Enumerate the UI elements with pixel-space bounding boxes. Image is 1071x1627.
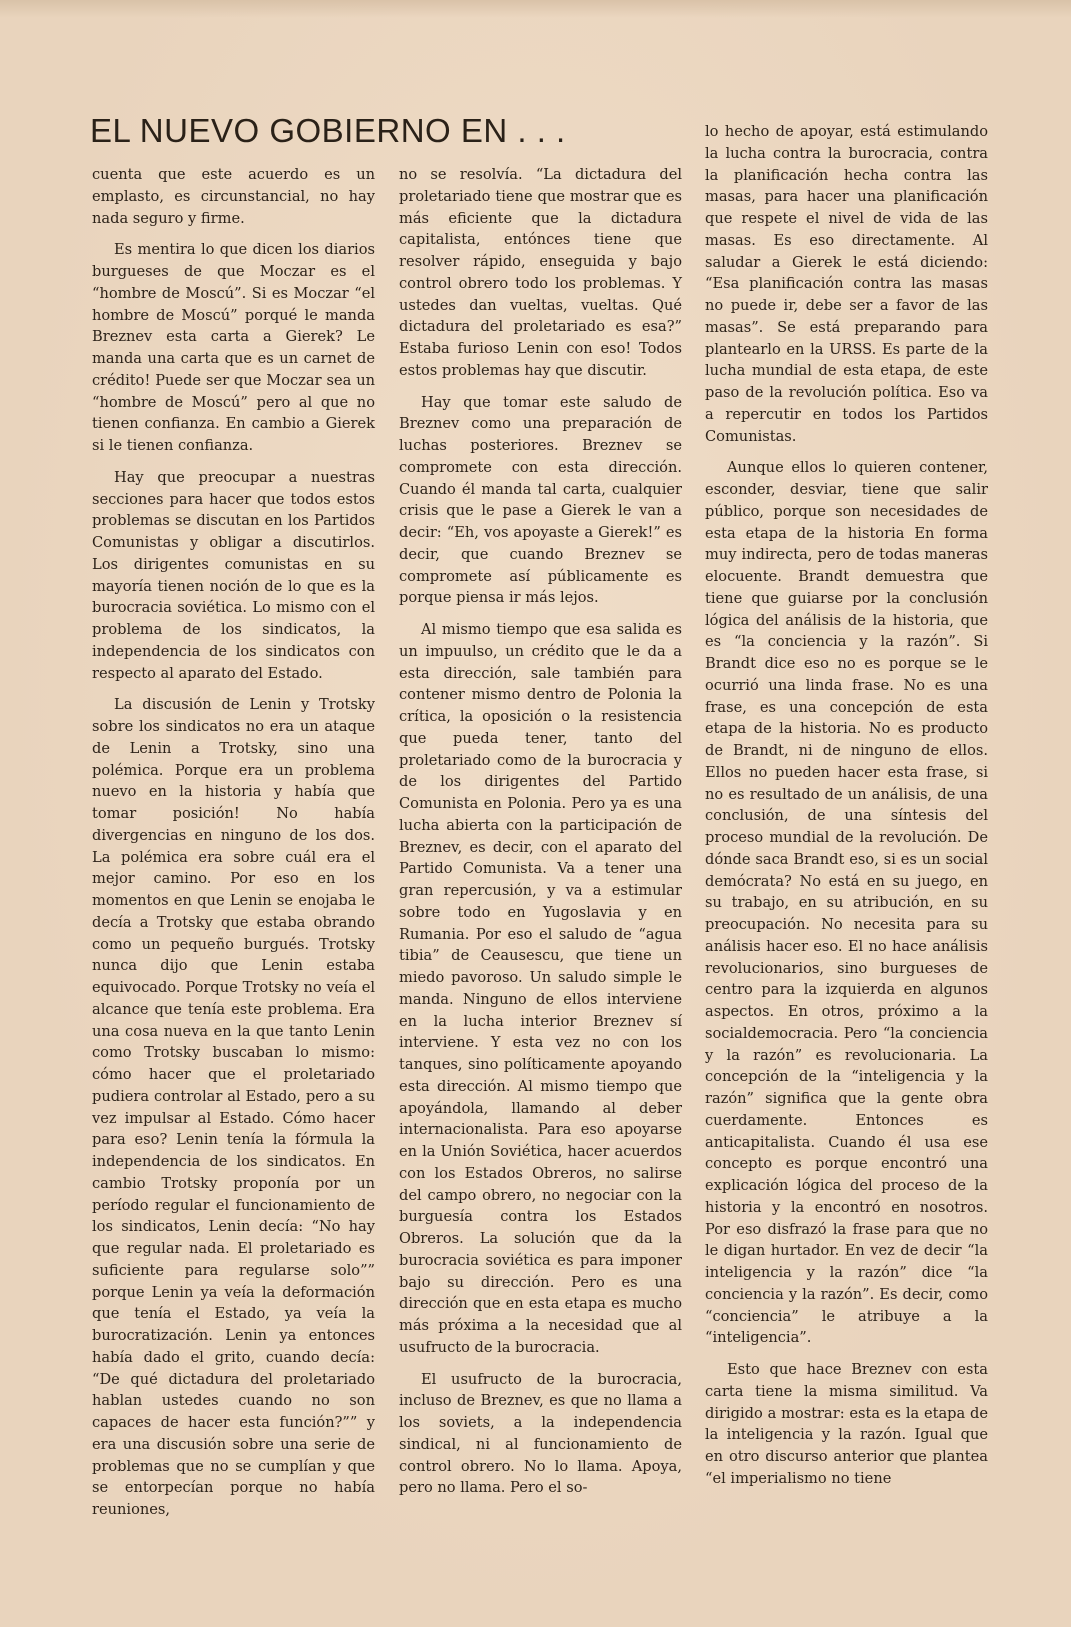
paragraph: Es mentira lo que dicen los diarios burgueses de que Moczar es el “hombre de Moscú”. Si es Moczar “el hombre de Moscú” porqué le manda Breznev esta carta a Gierek? Le manda una carta que es un carnet de crédito! Puede ser que Moczar sea un “hombre de Moscú” pero al que no tienen confianza. En cambio a Gierek si le tienen confianza.: [92, 241, 375, 454]
paragraph: La discusión de Lenin y Trotsky sobre los sindicatos no era un ataque de Lenin a Trotsky, sino una polémica. Porque era un problema nuevo en la historia y había que tomar posición! No había divergencias en ninguno de los dos. La polémica era sobre cuál era el mejor camino. Por eso en los momentos en que Lenin se enojaba le decía a Trotsky que estaba obrando como un pequeño burgués. Trotsky nunca dijo que Lenin estaba equivocado. Porque Trotsky no veía el alcance que tenía este problema. Era una cosa nueva en la que tanto Lenin como Trotsky buscaban lo mismo: cómo hacer que el proletariado pudiera controlar al Estado, pero a su vez impulsar al Estado. Cómo hacer para eso? Lenin tenía la fórmula la independencia de los sindicatos. En cambio Trotsky proponía por un período regular el funcionamiento de los sindicatos, Lenin decía: “No hay que regular nada. El proletariado es suficiente para regularse solo”” porque Lenin ya veía la deformación que tenía el Estado, ya veía la burocratización. Lenin ya entonces había dado el grito, cuando decía: “De qué dictadura del proletariado hablan ustedes cuando no son capaces de hacer esta función?”” y era una discusión sobre una serie de problemas que no se cumplían y que se entorpecían porque no había reuniones,: [92, 696, 375, 1518]
paragraph: Al mismo tiempo que esa salida es un impuulso, un crédito que le da a esta dirección, sale también para contener mismo dentro de Polonia la crítica, la oposición o la resistencia que pueda tener, tanto del proletariado como de la burocracia y de los dirigentes del Partido Comunista en Polonia. Pero ya es una lucha abierta con la participación de Breznev, es decir, con el aparato del Partido Comunista. Va a tener una gran repercusión, y va a estimular sobre todo en Yugoslavia y en Rumania. Por eso el saludo de “agua tibia” de Ceausescu, que tiene un miedo pavoroso. Un saludo simple le manda. Ninguno de ellos interviene en la lucha interior Breznev sí interviene. Y esta vez no con los tanques, sino políticamente apoyando esta dirección. Al mismo tiempo que apoyándola, llamando al deber internacionalista. Para eso apoyarse en la Unión Soviética, hacer acuerdos con los Estados Obreros, no salirse del campo obrero, no negociar con la burguesía contra los Estados Obreros. La solución que da la burocracia soviética es para imponer bajo su dirección. Pero es una dirección que en esta etapa es mucho más próxima a la necesidad que al usufructo de la burocracia.: [399, 621, 682, 1356]
paragraph: cuenta que este acuerdo es un emplasto, es circunstancial, no hay nada seguro y firme.: [92, 166, 375, 227]
paragraph: Esto que hace Breznev con esta carta tiene la misma similitud. Va dirigido a mostrar: esta es la etapa de la inteligencia y la razón. Igual que en otro discurso anterior que plantea “el imperialismo no tiene: [705, 1361, 988, 1487]
article-headline: EL NUEVO GOBIERNO EN . . .: [90, 112, 566, 149]
paragraph: no se resolvía. “La dictadura del proletariado tiene que mostrar que es más eficiente que la dictadura capitalista, entónces tiene que resolver rápido, enseguida y bajo control obrero todo los problemas. Y ustedes dan vueltas, vueltas. Qué dictadura del proletariado es esa?” Estaba furioso Lenin con eso! Todos estos problemas hay que discutir.: [399, 166, 682, 379]
paragraph: Hay que tomar este saludo de Breznev como una preparación de luchas posteriores. Breznev se compromete con esta dirección. Cuando él manda tal carta, cualquier crisis que le pase a Gierek le van a decir: “Eh, vos apoyaste a Gierek!” es decir, que cuando Breznev se compromete así públicamente es porque piensa ir más lejos.: [399, 393, 682, 607]
text-column-2: [399, 164, 682, 1509]
paragraph: Aunque ellos lo quieren contener, esconder, desviar, tiene que salir público, porque son necesidades de esta etapa de la historia En forma muy indirecta, pero de todas maneras elocuente. Brandt demuestra que tiene que guiarse por la conclusión lógica del análisis de la historia, que es “la conciencia y la razón”. Si Brandt dice eso no es porque se le ocurrió una linda frase. No es una frase, es una concepción de esta etapa de la historia. No es producto de Brandt, ni de ninguno de ellos. Ellos no pueden hacer esta frase, si no es resultado de un análisis, de una conclusión, de una síntesis del proceso mundial de la revolución. De dónde saca Brandt eso, si es un social demócrata? No está en su juego, en su trabajo, en su atribución, en su preocupación. No necesita para su análisis hacer eso. El no hace análisis revolucionarios, sino burgueses de centro para la izquierda en algunos aspectos. En otros, próximo a la socialdemocracia. Pero “la conciencia y la razón” es revolucionaria. La concepción de la “inteligencia y la razón” significa que la gente obra cuerdamente. Entonces es anticapitalista. Cuando él usa ese concepto es porque encontró una explicación lógica del proceso de la historia y la encontró en nosotros. Por eso disfrazó la frase para que no le digan hurtador. En vez de decir “la inteligencia y la razón” dice “la conciencia y la razón”. Es decir, como “conciencia” le atribuye a la “inteligencia”.: [705, 459, 988, 1347]
paragraph: El usufructo de la burocracia, incluso de Breznev, es que no llama a los soviets, a la independencia sindical, ni al funcionamiento de control obrero. No lo llama. Apoya, pero no llama. Pero el so-: [399, 1370, 682, 1497]
paper-top-edge: [0, 0, 1071, 18]
paragraph: lo hecho de apoyar, está estimulando la lucha contra la burocracia, contra la planificación hecha contra las masas, para hacer una planificación que respete el nivel de vida de las masas. Es eso directamente. Al saludar a Gierek le está diciendo: “Esa planificación contra las masas no puede ir, debe ser a favor de las masas”. Se está preparando para plantearlo en la URSS. Es parte de la lucha mundial de esta etapa, de este paso de la revolución política. Eso va a repercutir en todos los Partidos Comunistas.: [705, 123, 988, 445]
text-column-1: [92, 164, 375, 1531]
text-column-3: [705, 121, 988, 1500]
paragraph: Hay que preocupar a nuestras secciones para hacer que todos estos problemas se discutan en los Partidos Comunistas y obligar a discutirlos. Los dirigentes comunistas en su mayoría tienen noción de lo que es la burocracia soviética. Lo mismo con el problema de los sindicatos, la independencia de los sindicatos con respecto al aparato del Estado.: [92, 468, 375, 682]
